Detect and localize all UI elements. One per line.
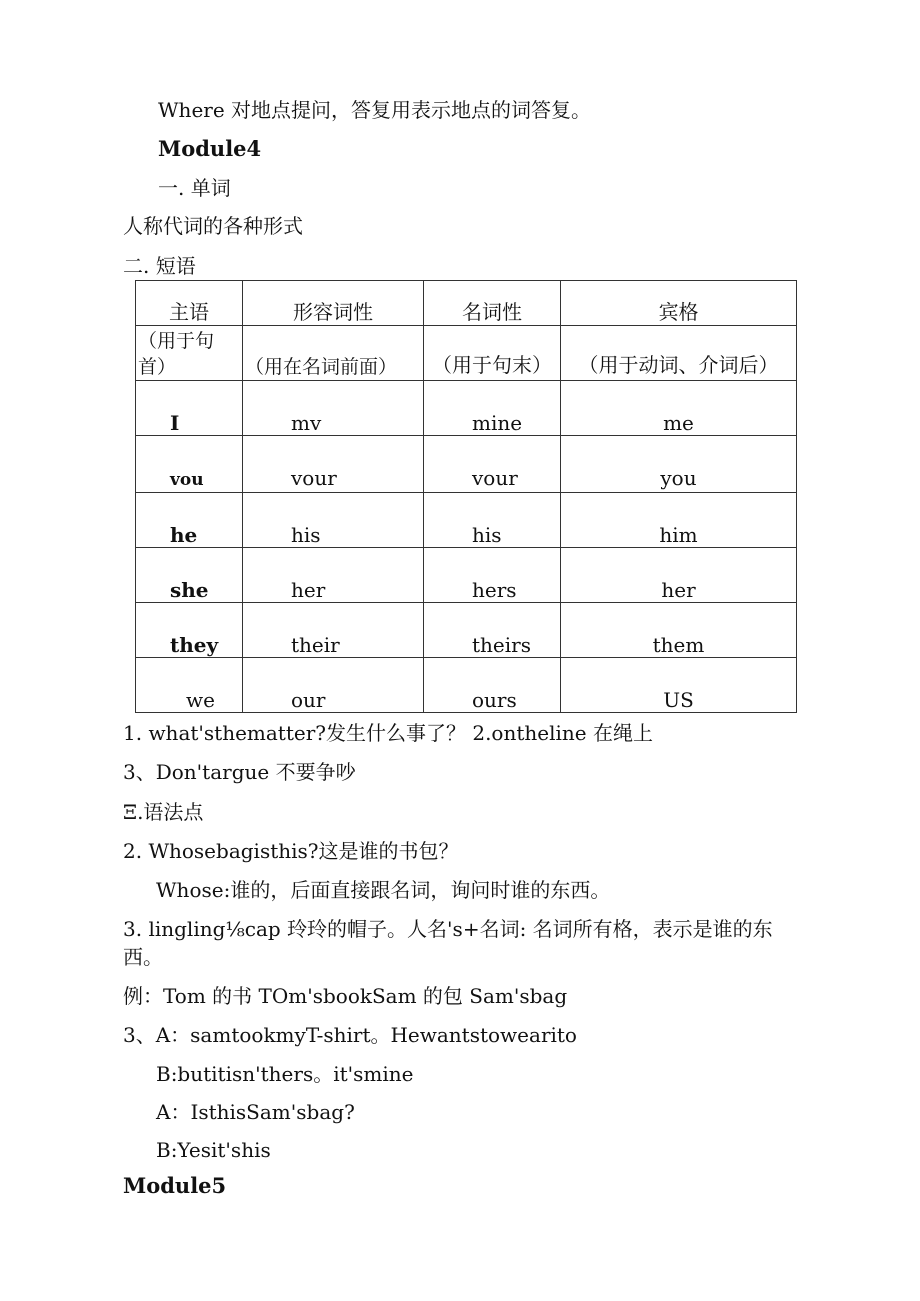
example-line: 例：Tom 的书 TOm'sbookSam 的包 Sam'sbag [123,984,568,1008]
table-row [136,658,797,713]
module4-heading: Module4 [158,136,262,161]
adjective-cell: mv [243,381,424,436]
table-row [136,548,797,603]
subject-cell: vou [136,436,243,493]
noun-cell: ours [424,658,561,713]
header-cell: 主语 [136,281,243,326]
noun-cell: mine [424,381,561,436]
grammar-point-1: 2. Whosebagisthis?这是谁的书包？ [123,839,459,863]
table-row [136,436,797,493]
module5-heading: Module5 [123,1173,227,1198]
noun-cell: vour [424,436,561,493]
table-subheader-row [136,326,797,381]
table-row [136,493,797,548]
object-cell: you [561,436,797,493]
header-cell: 宾格 [561,281,797,326]
subject-cell: I [136,381,243,436]
subheader-cell: （用于句末） [432,353,552,377]
noun-cell: theirs [424,603,561,658]
pronoun-table [135,280,797,713]
phrase-line-1: 1. what'sthematter?发生什么事了？ 2.ontheline 在绳上 [123,721,653,745]
subheader-cell: （用于句首） [138,330,215,378]
object-cell: him [561,493,797,548]
table-header-row [136,281,797,326]
dialogue-line-4: B:Yesit'shis [156,1138,271,1162]
section-words: 一. 单词 [158,176,231,200]
object-cell: them [561,603,797,658]
subject-cell: they [136,603,243,658]
object-cell: me [561,381,797,436]
dialogue-line-3: A：IsthisSam'sbag? [156,1100,355,1124]
subheader-cell: （用于动词、介词后） [578,353,779,377]
dialogue-line-2: B:butitisn'thers。it'smine [156,1062,414,1086]
pronoun-forms-title: 人称代词的各种形式 [123,214,303,238]
adjective-cell: our [243,658,424,713]
table-row [136,603,797,658]
adjective-cell: her [243,548,424,603]
object-cell: US [561,658,797,713]
header-cell: 形容词性 [243,281,424,326]
table-row [136,381,797,436]
subject-cell: he [136,493,243,548]
dialogue-line-1: 3、A：samtookmyT-shirt。Hewantstowearito [123,1023,577,1047]
adjective-cell: their [243,603,424,658]
where-note: Where 对地点提问，答复用表示地点的词答复。 [158,98,592,122]
subject-cell: we [136,658,243,713]
adjective-cell: vour [243,436,424,493]
adjective-cell: his [243,493,424,548]
section-phrases: 二. 短语 [123,254,196,278]
subheader-cell: （用在名词前面） [245,356,398,378]
header-cell: 名词性 [424,281,561,326]
subject-cell: she [136,548,243,603]
grammar-point-2-cont: 西。 [123,945,163,969]
noun-cell: his [424,493,561,548]
grammar-heading: Ξ.语法点 [123,800,204,824]
grammar-point-1-note: Whose:谁的，后面直接跟名词，询问时谁的东西。 [156,878,611,902]
grammar-point-2: 3. lingling⅛cap 玲玲的帽子。人名's+名词: 名词所有格，表示是谁的东 [123,917,773,941]
noun-cell: hers [424,548,561,603]
phrase-line-2: 3、Don'targue 不要争吵 [123,760,356,784]
object-cell: her [561,548,797,603]
